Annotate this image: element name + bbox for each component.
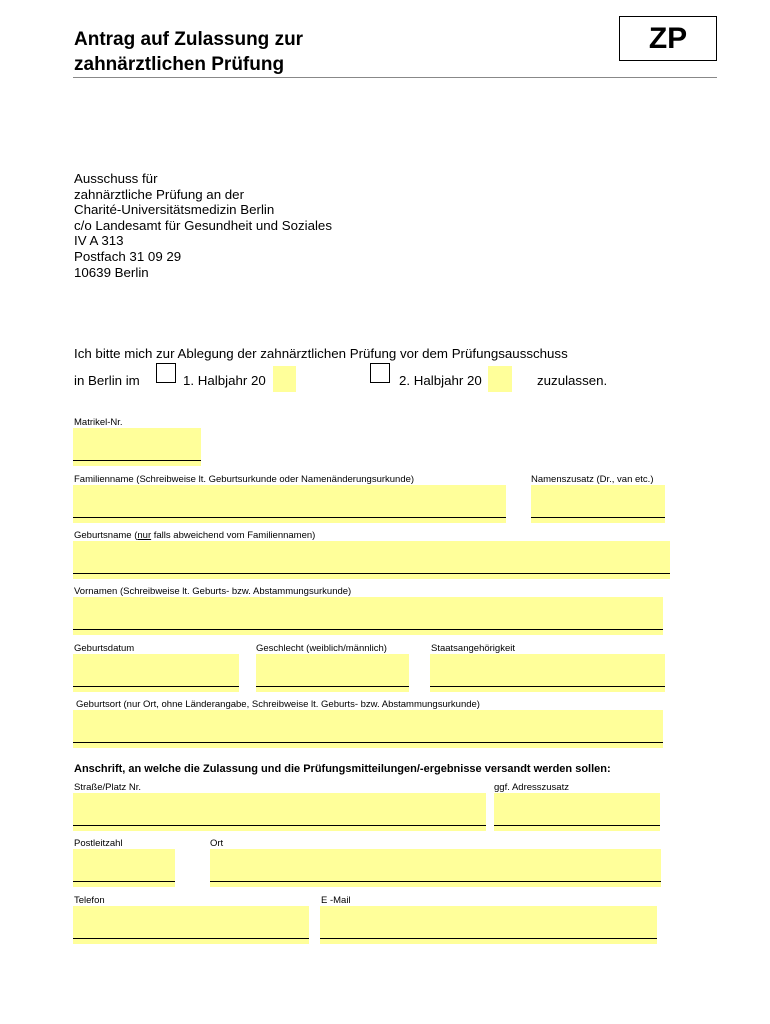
email-label: E -Mail xyxy=(321,895,351,906)
field-underline xyxy=(494,825,660,826)
recipient-address xyxy=(74,171,332,280)
geschlecht-field[interactable] xyxy=(256,654,409,692)
field-underline xyxy=(73,742,663,743)
field-underline xyxy=(531,517,665,518)
field-underline xyxy=(73,686,239,687)
request-suffix: zuzulassen. xyxy=(537,373,608,388)
header-divider xyxy=(73,77,717,78)
namenszusatz-field[interactable] xyxy=(531,485,665,523)
namenszusatz-label: Namenszusatz (Dr., van etc.) xyxy=(531,474,654,485)
field-underline xyxy=(73,629,663,630)
halbjahr-2-label: 2. Halbjahr 20 xyxy=(399,373,482,388)
address-line: Postfach 31 09 29 xyxy=(74,248,182,264)
request-text: Ich bitte mich zur Ablegung der zahnärztlichen Prüfung vor dem Prüfungsausschuss xyxy=(74,346,568,361)
field-underline xyxy=(73,825,486,826)
title-line-2: zahnärztlichen Prüfung xyxy=(74,54,285,75)
halbjahr-1-label: 1. Halbjahr 20 xyxy=(183,373,266,388)
geburtsdatum-field[interactable] xyxy=(73,654,239,692)
title-line-1: Antrag auf Zulassung zur xyxy=(74,29,304,50)
address-line: IV A 313 xyxy=(74,233,124,249)
field-underline xyxy=(430,686,665,687)
address-line: zahnärztliche Prüfung an der xyxy=(74,186,245,202)
vornamen-field[interactable] xyxy=(73,597,663,635)
address-line: Ausschuss für xyxy=(74,171,158,186)
geburtsort-label: Geburtsort (nur Ort, ohne Länderangabe, Schreibweise lt. Geburts- bzw. Abstammungsurkunde) xyxy=(76,699,480,710)
halbjahr-1-year-field[interactable] xyxy=(273,366,296,392)
field-underline xyxy=(210,881,661,882)
geburtsname-label xyxy=(74,530,315,541)
familienname-field[interactable] xyxy=(73,485,506,523)
halbjahr-1-checkbox[interactable] xyxy=(156,363,176,383)
field-underline xyxy=(73,517,506,518)
telefon-field[interactable] xyxy=(73,906,309,944)
geschlecht-label: Geschlecht (weiblich/männlich) xyxy=(256,643,387,654)
telefon-label: Telefon xyxy=(74,895,105,906)
familienname-label: Familienname (Schreibweise lt. Geburtsurkunde oder Namenänderungsurkunde) xyxy=(74,474,415,485)
address-line: c/o Landesamt für Gesundheit und Soziales xyxy=(74,217,332,233)
staatsangehoerigkeit-label: Staatsangehörigkeit xyxy=(431,643,515,654)
geburtsname-label-pre: Geburtsname ( xyxy=(74,530,138,541)
geburtsort-field[interactable] xyxy=(73,710,663,748)
form-code: ZP xyxy=(648,21,688,55)
form-title xyxy=(74,27,303,77)
adresszusatz-label: ggf. Adresszusatz xyxy=(494,782,569,793)
email-field[interactable] xyxy=(320,906,657,944)
field-underline xyxy=(73,881,175,882)
matrikel-field[interactable] xyxy=(73,428,201,466)
field-underline xyxy=(320,938,657,939)
field-underline xyxy=(73,938,309,939)
adresszusatz-field[interactable] xyxy=(494,793,660,831)
address-line: 10639 Berlin xyxy=(74,264,149,280)
staatsangehoerigkeit-field[interactable] xyxy=(430,654,665,692)
strasse-field[interactable] xyxy=(73,793,486,831)
matrikel-label: Matrikel-Nr. xyxy=(74,417,123,428)
request-prefix: in Berlin im xyxy=(74,373,140,388)
halbjahr-2-checkbox[interactable] xyxy=(370,363,390,383)
geburtsname-label-post: falls abweichend vom Familiennamen) xyxy=(151,530,316,541)
geburtsname-field[interactable] xyxy=(73,541,670,579)
postleitzahl-field[interactable] xyxy=(73,849,175,887)
form-code-box xyxy=(619,16,717,61)
geburtsdatum-label: Geburtsdatum xyxy=(74,643,135,654)
postleitzahl-label: Postleitzahl xyxy=(74,838,123,849)
field-underline xyxy=(73,460,201,461)
geburtsname-label-nur: nur xyxy=(137,530,152,541)
strasse-label: Straße/Platz Nr. xyxy=(74,782,142,793)
ort-label: Ort xyxy=(210,838,224,849)
halbjahr-2-year-field[interactable] xyxy=(488,366,512,392)
ort-field[interactable] xyxy=(210,849,661,887)
vornamen-label: Vornamen (Schreibweise lt. Geburts- bzw. Abstammungsurkunde) xyxy=(74,586,352,597)
address-line: Charité-Universitätsmedizin Berlin xyxy=(74,202,275,218)
field-underline xyxy=(256,686,409,687)
anschrift-heading: Anschrift, an welche die Zulassung und die Prüfungsmitteilungen/-ergebnisse versandt werden sollen: xyxy=(74,763,611,775)
field-underline xyxy=(73,573,670,574)
